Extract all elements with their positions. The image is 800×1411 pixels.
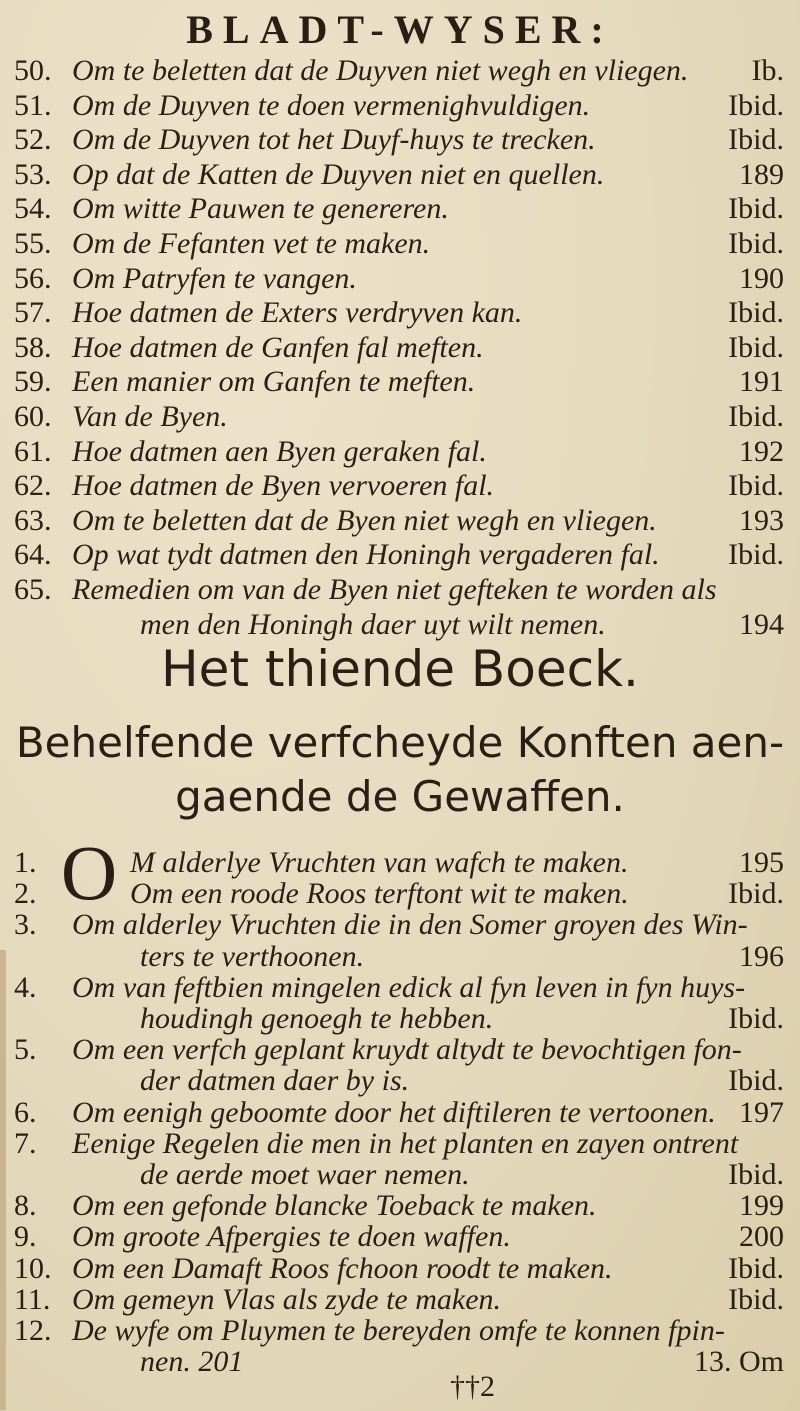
entry-title: Van de Byen. bbox=[72, 400, 228, 433]
entry-title: Om de Duyven te doen vermenighvuldigen. bbox=[72, 88, 591, 122]
entry-number: 11. bbox=[14, 1282, 51, 1316]
signature-mark: ††2 bbox=[450, 1370, 495, 1403]
entry-number: 50. bbox=[14, 54, 52, 87]
entry-number: 58. bbox=[14, 330, 52, 364]
entry-title: Op wat tydt datmen den Honingh vergaderen fal. bbox=[72, 538, 660, 572]
entry-title: der datmen daer by is. bbox=[140, 1064, 410, 1098]
entry-number: 63. bbox=[14, 503, 52, 537]
entry-title: ters te verthoonen. bbox=[140, 939, 365, 973]
drop-cap: O bbox=[60, 829, 118, 916]
entry-title: Om Patryfen te vangen. bbox=[72, 261, 357, 295]
entry-title: Om eenigh geboomte door het diftileren te vertoonen. bbox=[72, 1095, 716, 1129]
entry-page: 194 bbox=[739, 607, 784, 641]
entry-page: Ibid. bbox=[728, 538, 784, 572]
entry-page: Ibid. bbox=[728, 400, 784, 433]
entry-title: Hoe datmen aen Byen geraken fal. bbox=[72, 434, 487, 468]
entry-number: 52. bbox=[14, 123, 52, 157]
entry-page: Ibid. bbox=[728, 227, 784, 260]
entry-page: Ibid. bbox=[728, 1282, 784, 1316]
entry-page: Ibid. bbox=[728, 330, 784, 364]
entry-page: 195 bbox=[739, 846, 784, 879]
entry-page: Ibid. bbox=[728, 192, 784, 226]
entry-number: 57. bbox=[14, 296, 52, 330]
book-subtitle-line-2: gaende de Gewaffen. bbox=[175, 772, 625, 821]
entry-page: Ibid. bbox=[728, 296, 784, 330]
entry-title: Een manier om Ganfen te meften. bbox=[72, 365, 476, 399]
entry-title: Hoe datmen de Byen vervoeren fal. bbox=[72, 469, 495, 503]
entry-page: Ibid. bbox=[728, 123, 784, 157]
entry-title: Hoe datmen de Ganfen fal meften. bbox=[72, 330, 484, 364]
entry-title: Om de Fefanten vet te maken. bbox=[72, 227, 431, 260]
entry-page: Ibid. bbox=[728, 1064, 784, 1098]
entry-number: 54. bbox=[14, 192, 52, 226]
entry-title: De wyfe om Pluymen te bereyden omfe te konnen fpin- bbox=[72, 1314, 725, 1347]
entry-number: 10. bbox=[14, 1251, 52, 1285]
entry-title: Hoe datmen de Exters verdryven kan. bbox=[72, 296, 523, 330]
entry-number: 56. bbox=[14, 261, 52, 295]
entry-page: 190 bbox=[739, 261, 784, 295]
entry-page: 13. Om bbox=[694, 1345, 784, 1379]
entry-title: Om de Duyven tot het Duyf-huys te trecken. bbox=[72, 123, 596, 157]
entry-number: 61. bbox=[14, 434, 52, 468]
entry-title: Eenige Regelen die men in het planten en zayen ontrent bbox=[72, 1126, 739, 1160]
entry-page: Ibid. bbox=[728, 88, 784, 122]
book-subtitle-line-1: Behelfende verfcheyde Konften aen- bbox=[15, 718, 785, 767]
entry-page: 191 bbox=[739, 365, 784, 399]
entry-page: Ibid. bbox=[728, 1251, 784, 1285]
entry-title: Om witte Pauwen te genereren. bbox=[72, 192, 449, 226]
entry-page: Ibid. bbox=[728, 469, 784, 503]
entry-number: 6. bbox=[14, 1095, 37, 1129]
entry-number: 12. bbox=[14, 1314, 52, 1347]
entry-title: Remedien om van de Byen niet gefteken te worden als bbox=[72, 573, 717, 606]
entry-title: houdingh genoegh te hebben. bbox=[140, 1002, 494, 1035]
entry-number: 64. bbox=[14, 538, 52, 572]
entry-title: Om een Damaft Roos fchoon roodt te maken. bbox=[72, 1251, 613, 1285]
entry-title: men den Honingh daer uyt wilt nemen. bbox=[140, 607, 606, 641]
entry-page: 189 bbox=[739, 157, 784, 191]
entry-page: Ibid. bbox=[728, 1158, 784, 1191]
entry-page: Ibid. bbox=[728, 877, 784, 911]
entry-title: nen. 201 bbox=[140, 1345, 244, 1379]
entry-page: 192 bbox=[739, 434, 784, 468]
entry-number: 59. bbox=[14, 365, 52, 399]
entry-number: 51. bbox=[14, 88, 52, 122]
entry-page: 199 bbox=[739, 1189, 784, 1223]
entry-number: 3. bbox=[14, 908, 37, 942]
book-title: Het thiende Boeck. bbox=[161, 640, 639, 698]
entry-number: 9. bbox=[14, 1220, 37, 1254]
entry-title: Om een verfch geplant kruydt altydt te bevochtigen fon- bbox=[72, 1033, 742, 1067]
entry-title: Om alderley Vruchten die in den Somer groyen des Win- bbox=[72, 908, 748, 942]
entry-number: 2. bbox=[14, 877, 37, 911]
entry-page: Ib. bbox=[751, 54, 784, 87]
entry-page: 196 bbox=[739, 939, 784, 973]
entry-title: Om een gefonde blancke Toeback te maken. bbox=[72, 1189, 597, 1223]
entry-number: 53. bbox=[14, 157, 52, 191]
entry-title: Op dat de Katten de Duyven niet en quellen. bbox=[72, 157, 605, 191]
entry-title: de aerde moet waer nemen. bbox=[140, 1158, 470, 1191]
entry-number: 4. bbox=[14, 970, 37, 1004]
entry-number: 1. bbox=[14, 846, 37, 879]
entry-number: 60. bbox=[14, 400, 52, 433]
entry-title: M alderlye Vruchten van wafch te maken. bbox=[130, 846, 629, 879]
entry-title: Om gemeyn Vlas als zyde te maken. bbox=[72, 1282, 502, 1316]
entry-page: 200 bbox=[739, 1220, 784, 1254]
entry-title: Om te beletten dat de Duyven niet wegh en vliegen. bbox=[72, 54, 689, 87]
entry-page: 193 bbox=[739, 503, 784, 537]
entry-title: Om van feftbien mingelen edick al fyn leven in fyn huys- bbox=[72, 970, 746, 1004]
entry-number: 62. bbox=[14, 469, 52, 503]
entry-page: 197 bbox=[739, 1095, 784, 1129]
page-edge bbox=[0, 950, 6, 1410]
entry-number: 5. bbox=[14, 1033, 37, 1067]
entry-page: Ibid. bbox=[728, 1002, 784, 1035]
entry-number: 7. bbox=[14, 1126, 37, 1160]
entry-number: 55. bbox=[14, 227, 52, 260]
entry-title: Om een roode Roos terftont wit te maken. bbox=[130, 877, 629, 911]
entry-number: 65. bbox=[14, 573, 52, 606]
entry-title: Om groote Afpergies te doen waffen. bbox=[72, 1220, 511, 1254]
running-head: BLADT-WYSER: bbox=[186, 7, 614, 52]
entry-number: 8. bbox=[14, 1189, 37, 1223]
entry-title: Om te beletten dat de Byen niet wegh en vliegen. bbox=[72, 503, 657, 537]
